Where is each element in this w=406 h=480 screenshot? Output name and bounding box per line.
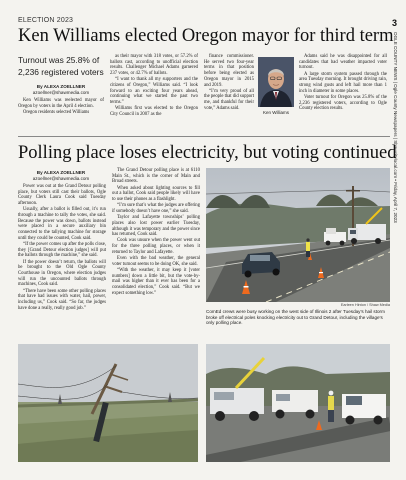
road-crew-scene-icon <box>206 168 390 302</box>
paragraph: If the power doesn’t return, the ballots will be brought to the Old Ogle County Courthouse in Oregon, where election judges will run the uncounted ballots through machines, Cook said. <box>18 259 106 288</box>
byline-email: azoellner@shawmedia.com <box>32 175 90 181</box>
broken-pole-scene-icon <box>18 344 198 462</box>
section-label: ELECTION 2023 <box>18 17 74 24</box>
story2-column-1 <box>18 184 106 312</box>
story2-column-2 <box>112 168 200 297</box>
paragraph: Usually, after a ballot is filled out, it’s run through a machine to tally the votes, she said. Because the power was down, ballots instead were placed in a secure auxiliary bin connected to the tallying machine for storage until they could be counted, Cook said. <box>18 207 106 241</box>
turnout-callout <box>18 55 108 78</box>
main-photo <box>206 168 390 302</box>
photo-caption: ComEd crews were busy working on the west side of Illinois 2 after Tuesday’s hail storm broke off electrical poles knocking electricity out to Grand Detour, including the village’s only polling place. <box>206 309 385 326</box>
paragraph: “There have been some other polling places that have had issues with water, hail, power, including us,” Cook said. “So far, the judges have done a really, really good job.” <box>18 288 106 311</box>
byline-email: azoellner@shawmedia.com <box>32 89 90 95</box>
story1-byline <box>18 84 104 95</box>
story1-headline: Ken Williams elected Oregon mayor for third term <box>18 26 394 46</box>
folio-text: OGLE COUNTY NEWS | Ogle County Newspapers | Shawcitylocal.com • Friday, April 7, 2023 <box>393 32 398 223</box>
story1-column-2 <box>110 54 198 118</box>
story1-column-3 <box>204 54 254 112</box>
utility-trucks-photo <box>206 344 390 462</box>
mug-caption: Ken Williams <box>262 110 289 115</box>
broken-pole-photo <box>18 344 198 462</box>
paragraph: “I want to thank all my supporters and the citizens of Oregon,” Williams said. “I look forward to an exciting four years ahead, continuing what we started the past two terms.” <box>110 77 198 106</box>
paragraph: When asked about lighting sources to fill out a ballot, Cook said people likely will have to use their phones as a flashlight. <box>112 185 200 203</box>
page-number: 3 <box>392 18 398 28</box>
paragraph: The Grand Detour polling place is at 6110 Main St., which is the corner of Main and Broad streets. <box>112 168 200 185</box>
photo-credit: Earleen Hinton / Shaw Media <box>340 303 390 307</box>
paragraph: finance commissioner. He served two four-year terms in that position before being elected as Oregon mayor in 2015 and 2019. <box>204 54 254 88</box>
parked-trucks-scene-icon <box>206 344 390 462</box>
paragraph: Ken Williams was reelected mayor of Oregon by voters in the April 4 election. <box>18 98 104 109</box>
paragraph: A large storm system passed through the area Tuesday morning. It brought driving rain, strong wind gusts and left hail more than 1 inch in diameter in some places. <box>299 71 387 94</box>
paragraph: Cook was unsure when the power went out for the three polling places, or when it returned to Taylor and Lafayette. <box>112 238 200 255</box>
story2-byline <box>18 170 104 181</box>
portrait-icon <box>258 57 294 107</box>
ken-williams-photo <box>258 57 294 107</box>
section-divider <box>18 136 390 137</box>
paragraph: Voter turnout for Oregon was 25.8% of the 2,236 registered voters, according to Ogle County election results. <box>299 94 387 112</box>
paragraph: Even with the bad weather, the general voter turnout seems to be doing OK, she said. <box>112 256 200 267</box>
byline-name: By ALEXA ZOELLNER <box>36 84 86 89</box>
side-folio <box>392 10 406 470</box>
paragraph: “I’m very proud of all the people that did support me, and thankful for their vote,” Adams said. <box>204 88 254 111</box>
paragraph: as their mayor with 318 votes, or 57.2% of ballots cast, according to unofficial election results. Challenger Michael Adams garnered 237 votes, or 42.7% of ballots. <box>110 54 198 77</box>
paragraph: Power was out at the Grand Detour polling place, but voters still cast their ballots, Ogle County Clerk Laura Cook said Tuesday afternoon. <box>18 184 106 207</box>
byline-name: By ALEXA ZOELLNER <box>36 170 86 175</box>
paragraph: Adams said he was disappointed for all candidates that bad weather impacted voter turnout. <box>299 54 387 71</box>
paragraph: “If the power comes up after the polls close, they [Grand Detour election judges] will put the ballots through the machine,” she said. <box>18 242 106 259</box>
story1-column-4 <box>299 54 387 113</box>
paragraph: “I’m sure that’s what the judges are offering if somebody doesn’t have one,” she said. <box>112 203 200 214</box>
story2-headline: Polling place loses electricity, but voting continued <box>18 143 397 163</box>
callout-line-1: Turnout was 25.8% of <box>18 55 100 65</box>
callout-line-2: 2,236 registered voters <box>18 66 104 77</box>
story1-column-1 <box>18 98 104 116</box>
paragraph: Oregon residents selected Williams <box>23 109 90 115</box>
paragraph: Williams first was elected to the Oregon City Council in 2007 as the <box>110 106 198 118</box>
paragraph: Taylor and Lafayette townships’ polling places also lost power earlier Tuesday, although it was temporary and the power since has returned, Cook said. <box>112 215 200 238</box>
paragraph: “With the weather, it may keep it [voter numbers] down a little bit, but the vote-by-mail was higher than it ever has been for a consolidated election,” Cook said. “But we expect something low.” <box>112 267 200 296</box>
